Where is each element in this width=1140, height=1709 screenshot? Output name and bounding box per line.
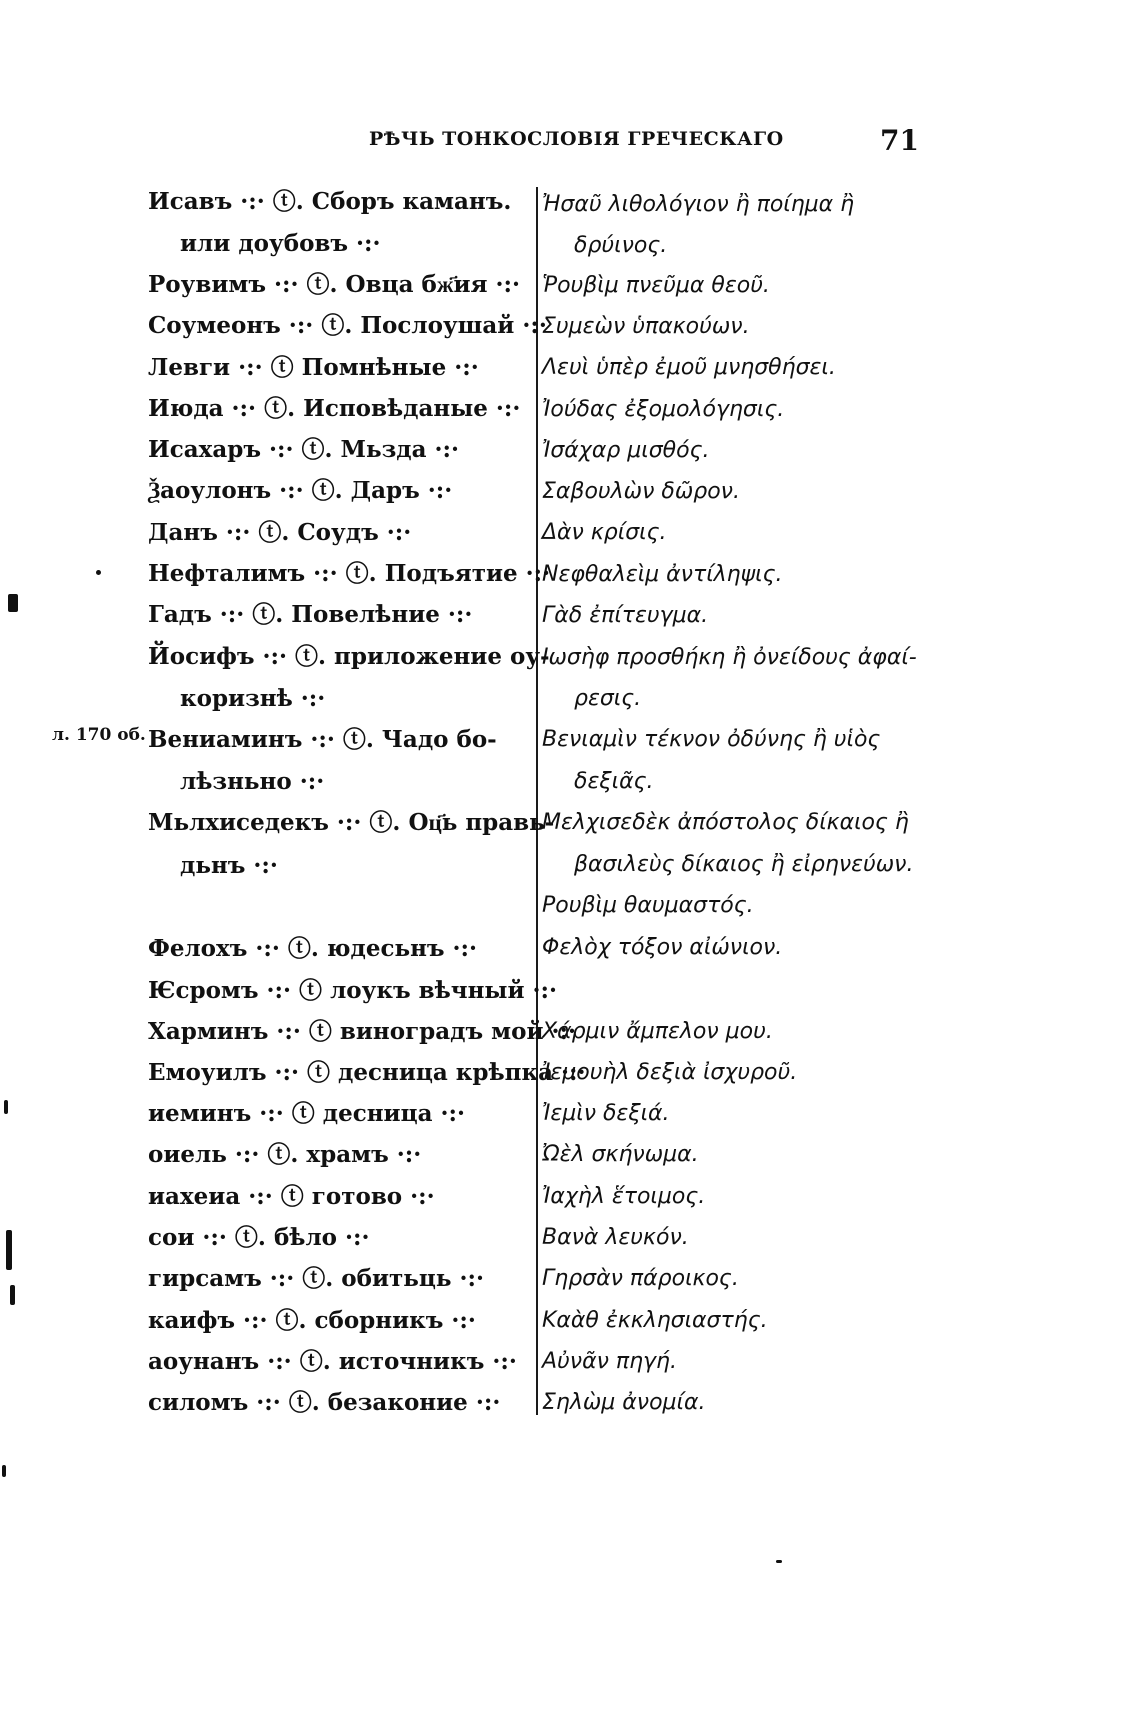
- greek-line: Ῥουβὶμ πνεῦμα θεοῦ.: [542, 273, 770, 298]
- slavonic-line: Ѯаоулонъ ·:· ⓣ. Даръ ·:·: [148, 477, 453, 504]
- greek-line: Νεφθαλεὶμ ἀντίληψις.: [542, 562, 783, 587]
- slavonic-line: Емоуилъ ·:· ⓣ десница крѣпка ·:·: [148, 1059, 586, 1086]
- scan-mark: [8, 594, 18, 612]
- slavonic-line: коризнѣ ·:·: [180, 685, 326, 712]
- slavonic-line: или доубовъ ·:·: [180, 230, 381, 257]
- greek-line: ρεσις.: [574, 686, 642, 711]
- greek-line: Γηρσὰν πάροικος.: [542, 1266, 739, 1291]
- slavonic-line: оиель ·:· ⓣ. храмъ ·:·: [148, 1141, 422, 1168]
- slavonic-line: лѣзньно ·:·: [180, 768, 325, 795]
- greek-line: Μελχισεδὲκ ἀπόστολος δίκαιος ἢ: [542, 810, 909, 835]
- greek-line: Συμεὼν ὑπακούων.: [542, 314, 750, 339]
- greek-line: Φελὸχ τόξον αἰώνιον.: [542, 935, 783, 960]
- margin-note: л. 170 об.: [52, 725, 146, 745]
- slavonic-line: Исахаръ ·:· ⓣ. Мьзда ·:·: [148, 436, 460, 463]
- greek-line: Ὠὲλ σκήνωμα.: [542, 1142, 699, 1167]
- slavonic-line: Июда ·:· ⓣ. Исповѣданые ·:·: [148, 395, 521, 422]
- greek-line: Ἰούδας ἐξομολόγησις.: [542, 397, 785, 422]
- slavonic-line: гирсамъ ·:· ⓣ. обитьць ·:·: [148, 1265, 485, 1292]
- slavonic-line: Йосифъ ·:· ⓣ. приложение оу-: [148, 643, 550, 670]
- scan-mark: [10, 1285, 15, 1305]
- greek-line: Ἰσάχαρ μισθός.: [542, 438, 710, 463]
- greek-line: Ἠσαῦ λιθολόγιον ἢ ποίημα ἢ: [542, 192, 855, 217]
- slavonic-line: Нефталимъ ·:· ⓣ. Подъятие ·:·: [148, 560, 551, 587]
- column-divider: [536, 187, 538, 1415]
- greek-line: Σαβουλὼν δῶρον.: [542, 479, 740, 504]
- greek-line: Γὰδ ἐπίτευγμα.: [542, 603, 709, 628]
- slavonic-line: Мьлхиседекъ ·:· ⓣ. Оц҃ь правь-: [148, 809, 555, 836]
- page-number: 71: [880, 124, 919, 157]
- scan-mark: [776, 1560, 782, 1563]
- slavonic-line: Данъ ·:· ⓣ. Соудъ ·:·: [148, 519, 412, 546]
- greek-line: Ἰεμὶν δεξιά.: [542, 1101, 670, 1126]
- scan-mark: [4, 1100, 8, 1114]
- slavonic-line: дьнъ ·:·: [180, 852, 278, 879]
- greek-line: Χάρμιν ἄμπελον μου.: [542, 1019, 773, 1044]
- slavonic-line: Гадъ ·:· ⓣ. Повелѣние ·:·: [148, 601, 473, 628]
- greek-line: Βανὰ λευκόν.: [542, 1225, 689, 1250]
- slavonic-line: Левги ·:· ⓣ Помнѣные ·:·: [148, 354, 479, 381]
- greek-line: Ιωσὴφ προσθήκη ἢ ὀνείδους ἀφαί-: [542, 645, 917, 670]
- slavonic-line: Харминъ ·:· ⓣ виноградъ мой ·:·: [148, 1018, 577, 1045]
- slavonic-line: аоунанъ ·:· ⓣ. источникъ ·:·: [148, 1348, 517, 1375]
- greek-line: βασιλεὺς δίκαιος ἢ εἰρηνεύων.: [574, 852, 914, 877]
- slavonic-line: сои ·:· ⓣ. бѣло ·:·: [148, 1224, 370, 1251]
- running-head: РѢЧЬ ТОНКОСЛОВІЯ ГРЕЧЕСКАГО: [369, 128, 784, 150]
- slavonic-line: Вениаминъ ·:· ⓣ. Чадо бо-: [148, 726, 497, 753]
- scan-mark: [96, 570, 101, 575]
- scan-mark: [6, 1230, 12, 1270]
- greek-line: Δὰν κρίσις.: [542, 520, 667, 545]
- slavonic-line: Соумеонъ ·:· ⓣ. Послоушай ·:·: [148, 312, 547, 339]
- slavonic-line: иахеиа ·:· ⓣ готово ·:·: [148, 1183, 435, 1210]
- greek-line: Ἰαχὴλ ἕτοιμος.: [542, 1184, 706, 1209]
- greek-line: Λευὶ ὑπὲρ ἐμοῦ μνησθήσει.: [542, 355, 836, 380]
- greek-line: Σηλὼμ ἀνομία.: [542, 1390, 706, 1415]
- greek-line: Ἰεμουὴλ δεξιὰ ἰσχυροῦ.: [542, 1060, 798, 1085]
- greek-line: δεξιᾶς.: [574, 769, 654, 794]
- slavonic-line: Роувимъ ·:· ⓣ. Овца бж҃ия ·:·: [148, 271, 521, 298]
- greek-line: δρύινος.: [574, 233, 668, 258]
- scan-mark: [2, 1465, 6, 1477]
- slavonic-line: Ѥсромъ ·:· ⓣ лоукъ вѣчный ·:·: [148, 977, 558, 1004]
- greek-line: Αὐνᾶν πηγή.: [542, 1349, 677, 1374]
- slavonic-line: Фелохъ ·:· ⓣ. юдесьнъ ·:·: [148, 935, 478, 962]
- slavonic-line: Исавъ ·:· ⓣ. Сборъ каманъ.: [148, 188, 512, 215]
- greek-line: Βενιαμὶν τέκνον ὀδύνης ἢ υἱὸς: [542, 727, 881, 752]
- greek-line: Ρουβὶμ θαυμαστός.: [542, 893, 754, 918]
- slavonic-line: силомъ ·:· ⓣ. безаконие ·:·: [148, 1389, 501, 1416]
- greek-line: Καὰθ ἐκκλησιαστής.: [542, 1308, 768, 1333]
- slavonic-line: каифъ ·:· ⓣ. сборникъ ·:·: [148, 1307, 476, 1334]
- slavonic-line: иеминъ ·:· ⓣ десница ·:·: [148, 1100, 466, 1127]
